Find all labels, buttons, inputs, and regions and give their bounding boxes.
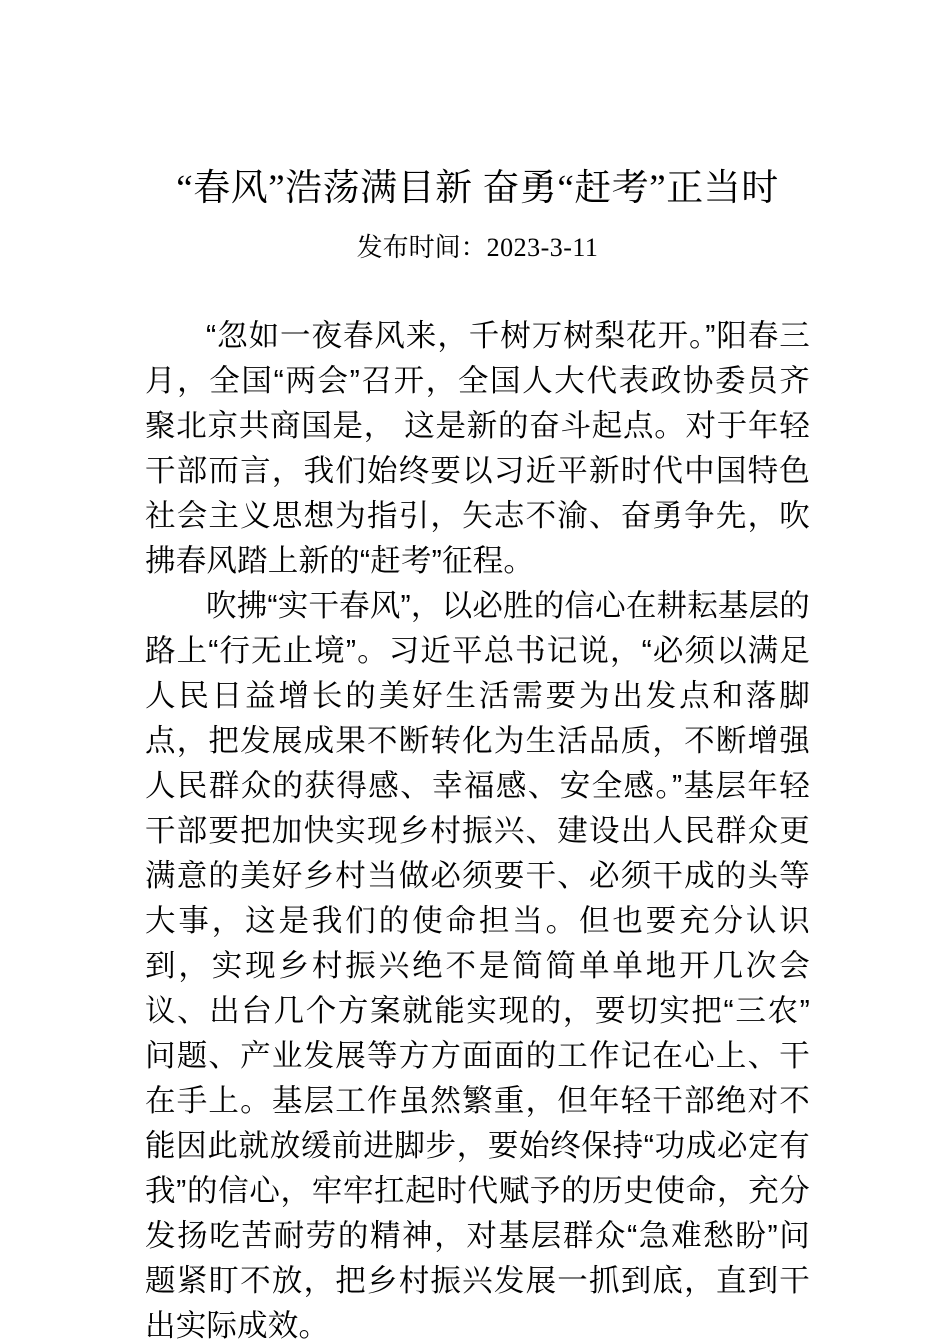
page-title: “春风”浩荡满目新 奋勇“赶考”正当时 (176, 168, 779, 209)
publish-date-label: 发布时间： (356, 232, 487, 262)
publish-date-line (145, 215, 810, 266)
article-paragraph: “忽如一夜春风来，千树万树梨花开。”阳春三月，全国“两会”召开，全国人大代表政协委员齐聚北京共商国是， 这是新的奋斗起点。对于年轻干部而言，我们始终要以习近平新时代中国特色社会主义思想为指引，矢志不渝、奋勇争先，吹拂春风踏上新的“赶考”征程。 (145, 319, 810, 578)
publish-date-value: 2023-3-11 (486, 233, 599, 262)
document-content (145, 0, 810, 1344)
article-paragraph: 吹拂“实干春风”，以必胜的信心在耕耘基层的路上“行无止境”。习近平总书记说，“必须以满足人民日益增长的美好生活需要为出发点和落脚点，把发展成果不断转化为生活品质，不断增强人民群众的获得感、幸福感、安全感。”基层年轻干部要把加快实现乡村振兴、建设出人民群众更满意的美好乡村当做必须要干、必须干成的头等大事，这是我们的使命担当。但也要充分认识到，实现乡村振兴绝不是简简单单地开几次会议、出台几个方案就能实现的，要切实把“三农”问题、产业发展等方方面面的工作记在心上、干在手上。基层工作虽然繁重，但年轻干部绝对不能因此就放缓前进脚步，要始终保持“功成必定有我”的信心，牢牢扛起时代赋予的历史使命，充分发扬吃苦耐劳的精神，对基层群众“急难愁盼”问题紧盯不放，把乡村振兴发展一抓到底，直到干出实际成效。 (145, 589, 811, 1343)
article-body (145, 266, 810, 1344)
